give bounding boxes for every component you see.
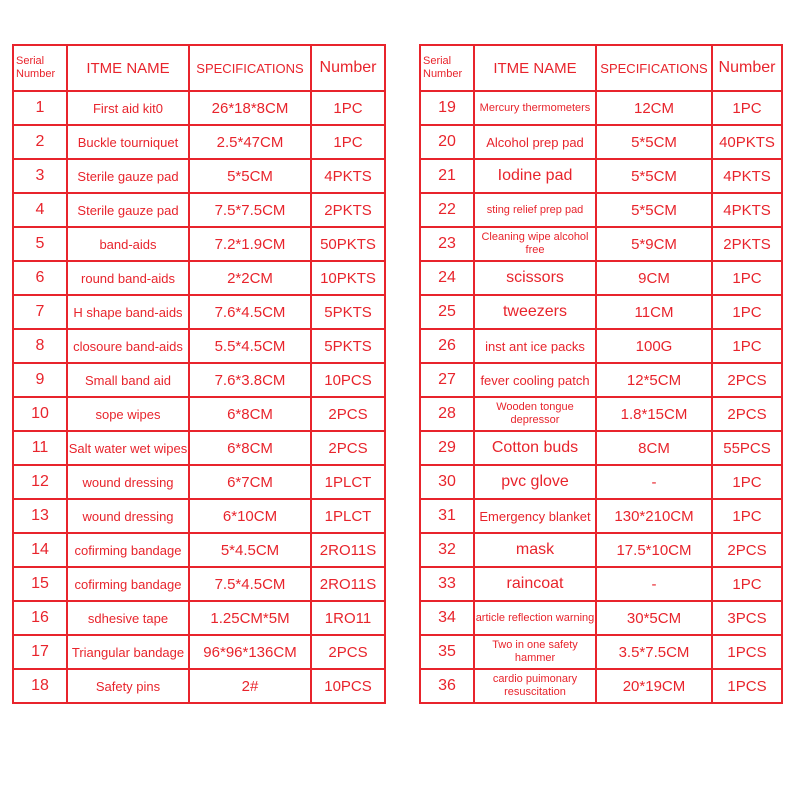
- item-name-cell: sting relief prep pad: [474, 193, 596, 227]
- header-number: Number: [311, 45, 385, 91]
- header-item-name: ITME NAME: [474, 45, 596, 91]
- serial-cell: 13: [13, 499, 67, 533]
- table-row: [420, 465, 782, 499]
- serial-cell: 2: [13, 125, 67, 159]
- specification-cell: 130*210CM: [596, 499, 712, 533]
- table-row: [13, 125, 385, 159]
- item-name-cell: Small band aid: [67, 363, 189, 397]
- item-name-cell: Triangular bandage: [67, 635, 189, 669]
- table-row: [13, 193, 385, 227]
- specification-cell: 7.5*7.5CM: [189, 193, 311, 227]
- table-row: [420, 499, 782, 533]
- specification-cell: 1.25CM*5M: [189, 601, 311, 635]
- serial-cell: 3: [13, 159, 67, 193]
- header-specifications: SPECIFICATIONS: [189, 45, 311, 91]
- specification-cell: 5*9CM: [596, 227, 712, 261]
- serial-cell: 15: [13, 567, 67, 601]
- specification-cell: 5*5CM: [596, 125, 712, 159]
- serial-cell: 28: [420, 397, 474, 431]
- item-name-cell: closoure band-aids: [67, 329, 189, 363]
- number-cell: 2PCS: [311, 635, 385, 669]
- serial-cell: 32: [420, 533, 474, 567]
- serial-cell: 6: [13, 261, 67, 295]
- number-cell: 1PC: [712, 295, 782, 329]
- serial-cell: 27: [420, 363, 474, 397]
- header-specifications: SPECIFICATIONS: [596, 45, 712, 91]
- serial-cell: 8: [13, 329, 67, 363]
- header-item-name: ITME NAME: [67, 45, 189, 91]
- table-row: [420, 567, 782, 601]
- serial-cell: 22: [420, 193, 474, 227]
- serial-cell: 36: [420, 669, 474, 703]
- number-cell: 2PKTS: [712, 227, 782, 261]
- number-cell: 2PKTS: [311, 193, 385, 227]
- serial-cell: 9: [13, 363, 67, 397]
- specification-cell: 96*96*136CM: [189, 635, 311, 669]
- serial-cell: 20: [420, 125, 474, 159]
- item-name-cell: mask: [474, 533, 596, 567]
- specification-cell: 100G: [596, 329, 712, 363]
- table-row: [13, 635, 385, 669]
- number-cell: 3PCS: [712, 601, 782, 635]
- item-name-cell: fever cooling patch: [474, 363, 596, 397]
- item-name-cell: Safety pins: [67, 669, 189, 703]
- specification-cell: 6*8CM: [189, 397, 311, 431]
- serial-cell: 21: [420, 159, 474, 193]
- serial-cell: 11: [13, 431, 67, 465]
- number-cell: 2PCS: [311, 431, 385, 465]
- item-name-cell: sope wipes: [67, 397, 189, 431]
- serial-cell: 14: [13, 533, 67, 567]
- table-row: [13, 533, 385, 567]
- table-row: [420, 363, 782, 397]
- specification-cell: 30*5CM: [596, 601, 712, 635]
- table-row: [420, 159, 782, 193]
- table-row: [420, 125, 782, 159]
- specification-cell: 2*2CM: [189, 261, 311, 295]
- table-row: [13, 329, 385, 363]
- item-name-cell: Sterile gauze pad: [67, 159, 189, 193]
- number-cell: 50PKTS: [311, 227, 385, 261]
- table-row: [420, 669, 782, 703]
- number-cell: 2PCS: [712, 363, 782, 397]
- number-cell: 1PC: [311, 91, 385, 125]
- number-cell: 1PLCT: [311, 465, 385, 499]
- item-name-cell: article reflection warning: [474, 601, 596, 635]
- serial-cell: 5: [13, 227, 67, 261]
- item-name-cell: Alcohol prep pad: [474, 125, 596, 159]
- item-name-cell: Wooden tongue depressor: [474, 397, 596, 431]
- number-cell: 1PC: [311, 125, 385, 159]
- number-cell: 1RO11: [311, 601, 385, 635]
- serial-cell: 12: [13, 465, 67, 499]
- item-name-cell: Emergency blanket: [474, 499, 596, 533]
- item-name-cell: Iodine pad: [474, 159, 596, 193]
- item-name-cell: Sterile gauze pad: [67, 193, 189, 227]
- number-cell: 1PC: [712, 261, 782, 295]
- specification-cell: 26*18*8CM: [189, 91, 311, 125]
- item-name-cell: raincoat: [474, 567, 596, 601]
- serial-cell: 29: [420, 431, 474, 465]
- item-name-cell: First aid kit0: [67, 91, 189, 125]
- item-name-cell: cofirming bandage: [67, 533, 189, 567]
- number-cell: 1PCS: [712, 635, 782, 669]
- table-header-row: [420, 45, 782, 91]
- specification-cell: -: [596, 567, 712, 601]
- item-table-right: [419, 44, 783, 704]
- number-cell: 10PKTS: [311, 261, 385, 295]
- specification-cell: 7.2*1.9CM: [189, 227, 311, 261]
- number-cell: 1PC: [712, 567, 782, 601]
- item-name-cell: cofirming bandage: [67, 567, 189, 601]
- specification-cell: 6*10CM: [189, 499, 311, 533]
- header-serial: Serial Number: [420, 45, 474, 91]
- specification-cell: 5.5*4.5CM: [189, 329, 311, 363]
- table-row: [13, 397, 385, 431]
- number-cell: 4PKTS: [712, 193, 782, 227]
- table-row: [420, 601, 782, 635]
- header-serial: Serial Number: [13, 45, 67, 91]
- serial-cell: 23: [420, 227, 474, 261]
- serial-cell: 16: [13, 601, 67, 635]
- table-row: [13, 465, 385, 499]
- serial-cell: 34: [420, 601, 474, 635]
- serial-cell: 4: [13, 193, 67, 227]
- table-row: [13, 261, 385, 295]
- number-cell: 1PC: [712, 465, 782, 499]
- serial-cell: 17: [13, 635, 67, 669]
- item-name-cell: Two in one safety hammer: [474, 635, 596, 669]
- number-cell: 1PC: [712, 329, 782, 363]
- table-row: [420, 193, 782, 227]
- item-name-cell: scissors: [474, 261, 596, 295]
- item-table-left: [12, 44, 386, 704]
- number-cell: 5PKTS: [311, 295, 385, 329]
- number-cell: 1PCS: [712, 669, 782, 703]
- specification-cell: 2#: [189, 669, 311, 703]
- specification-cell: 5*4.5CM: [189, 533, 311, 567]
- item-name-cell: sdhesive tape: [67, 601, 189, 635]
- serial-cell: 18: [13, 669, 67, 703]
- table-row: [13, 91, 385, 125]
- serial-cell: 31: [420, 499, 474, 533]
- specification-cell: 7.5*4.5CM: [189, 567, 311, 601]
- table-row: [420, 227, 782, 261]
- specification-cell: 17.5*10CM: [596, 533, 712, 567]
- header-number: Number: [712, 45, 782, 91]
- serial-cell: 24: [420, 261, 474, 295]
- item-name-cell: cardio puimonary resuscitation: [474, 669, 596, 703]
- serial-cell: 7: [13, 295, 67, 329]
- item-name-cell: band-aids: [67, 227, 189, 261]
- specification-cell: 3.5*7.5CM: [596, 635, 712, 669]
- specification-cell: 5*5CM: [596, 159, 712, 193]
- table-header-row: [13, 45, 385, 91]
- serial-cell: 25: [420, 295, 474, 329]
- specification-cell: 11CM: [596, 295, 712, 329]
- table-row: [13, 295, 385, 329]
- table-row: [13, 601, 385, 635]
- number-cell: 2PCS: [311, 397, 385, 431]
- table-row: [13, 567, 385, 601]
- table-row: [420, 431, 782, 465]
- table-row: [13, 499, 385, 533]
- table-row: [420, 91, 782, 125]
- serial-cell: 33: [420, 567, 474, 601]
- serial-cell: 26: [420, 329, 474, 363]
- serial-cell: 35: [420, 635, 474, 669]
- number-cell: 10PCS: [311, 363, 385, 397]
- item-name-cell: wound dressing: [67, 499, 189, 533]
- specification-cell: 1.8*15CM: [596, 397, 712, 431]
- item-name-cell: Buckle tourniquet: [67, 125, 189, 159]
- specification-cell: 2.5*47CM: [189, 125, 311, 159]
- item-name-cell: wound dressing: [67, 465, 189, 499]
- number-cell: 2RO11S: [311, 533, 385, 567]
- table-row: [420, 397, 782, 431]
- specification-cell: 8CM: [596, 431, 712, 465]
- number-cell: 40PKTS: [712, 125, 782, 159]
- number-cell: 2RO11S: [311, 567, 385, 601]
- specification-cell: 20*19CM: [596, 669, 712, 703]
- number-cell: 10PCS: [311, 669, 385, 703]
- serial-cell: 19: [420, 91, 474, 125]
- specification-cell: 12*5CM: [596, 363, 712, 397]
- table-row: [420, 533, 782, 567]
- serial-cell: 30: [420, 465, 474, 499]
- number-cell: 5PKTS: [311, 329, 385, 363]
- item-name-cell: H shape band-aids: [67, 295, 189, 329]
- serial-cell: 1: [13, 91, 67, 125]
- specification-cell: 7.6*3.8CM: [189, 363, 311, 397]
- number-cell: 1PC: [712, 499, 782, 533]
- specification-cell: 7.6*4.5CM: [189, 295, 311, 329]
- item-name-cell: pvc glove: [474, 465, 596, 499]
- table-row: [13, 669, 385, 703]
- number-cell: 1PLCT: [311, 499, 385, 533]
- number-cell: 2PCS: [712, 397, 782, 431]
- number-cell: 4PKTS: [311, 159, 385, 193]
- specification-cell: 5*5CM: [596, 193, 712, 227]
- item-name-cell: Mercury thermometers: [474, 91, 596, 125]
- specification-cell: 12CM: [596, 91, 712, 125]
- specification-cell: 9CM: [596, 261, 712, 295]
- specification-cell: -: [596, 465, 712, 499]
- serial-cell: 10: [13, 397, 67, 431]
- item-name-cell: Salt water wet wipes: [67, 431, 189, 465]
- number-cell: 55PCS: [712, 431, 782, 465]
- table-row: [420, 261, 782, 295]
- table-row: [13, 227, 385, 261]
- table-row: [13, 431, 385, 465]
- specification-cell: 5*5CM: [189, 159, 311, 193]
- item-name-cell: inst ant ice packs: [474, 329, 596, 363]
- table-row: [420, 295, 782, 329]
- number-cell: 2PCS: [712, 533, 782, 567]
- item-name-cell: Cleaning wipe alcohol free: [474, 227, 596, 261]
- number-cell: 1PC: [712, 91, 782, 125]
- specification-cell: 6*8CM: [189, 431, 311, 465]
- table-row: [13, 363, 385, 397]
- table-row: [13, 159, 385, 193]
- item-name-cell: Cotton buds: [474, 431, 596, 465]
- item-name-cell: tweezers: [474, 295, 596, 329]
- table-row: [420, 329, 782, 363]
- item-name-cell: round band-aids: [67, 261, 189, 295]
- specification-cell: 6*7CM: [189, 465, 311, 499]
- number-cell: 4PKTS: [712, 159, 782, 193]
- table-row: [420, 635, 782, 669]
